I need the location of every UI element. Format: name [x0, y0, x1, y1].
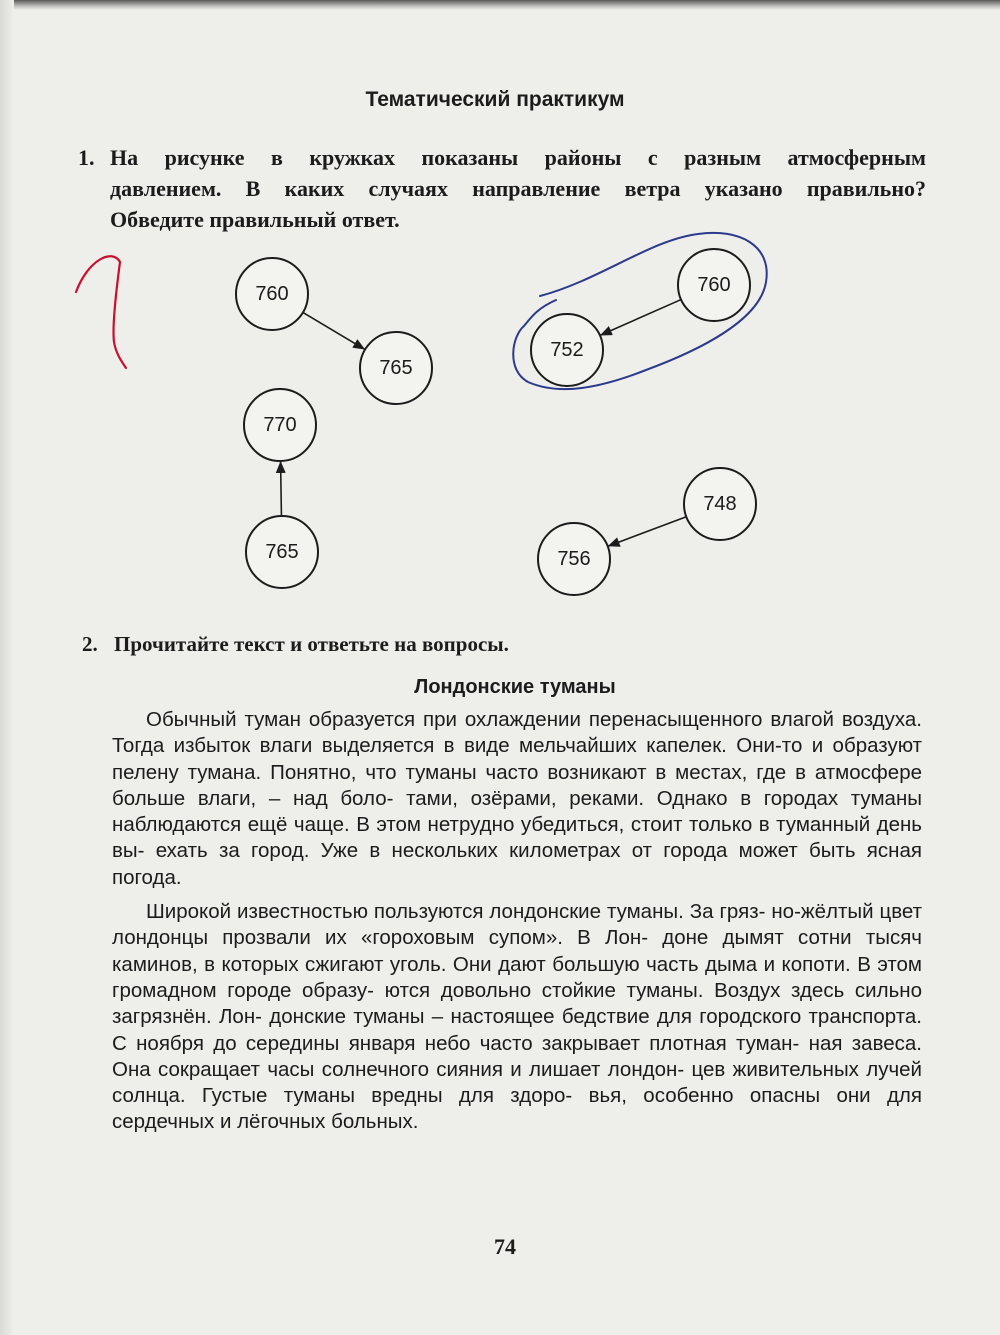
pressure-node-label: 752: [550, 339, 584, 361]
pressure-node-c2: [246, 516, 318, 588]
text-line: ются довольно стойкие туманы. Воздух здесь сильно загрязнён. Лон-: [112, 978, 922, 1029]
text-line: С ноября до середины января небо часто закрывает плотная туман-: [112, 1031, 800, 1055]
text-line: Широкой известностью пользуются лондонские туманы. За гряз-: [146, 900, 766, 924]
page-number: 74: [494, 1234, 516, 1259]
text-line: Обычный туман образуется при охлаждении перенасыщенного: [146, 708, 763, 731]
pressure-node-b2: [531, 314, 603, 386]
reading-body: [112, 707, 922, 1136]
teacher-red-mark: [76, 256, 126, 368]
text-line: ная завеса. Она сокращает часы солнечного сияния и лишает лондон-: [112, 1031, 922, 1081]
wind-arrow-b1-to-b2: [601, 300, 681, 335]
section-title: Тематический практикум: [365, 88, 625, 111]
text-line: дают большую часть дыма и копоти. В этом громадном городе образу-: [112, 952, 922, 1002]
pressure-diagram: [0, 230, 1000, 620]
pressure-node-label: 770: [263, 414, 297, 436]
text-line: чаще. В этом нетрудно убедиться, стоит только в туманный день вы-: [112, 813, 922, 863]
text-line: вья, особенно опасны они для сердечных и лёгочных больных.: [112, 1084, 922, 1134]
pressure-node-a1: [236, 258, 308, 330]
pressure-node-label: 760: [255, 283, 289, 305]
pressure-node-label: 765: [265, 541, 299, 563]
pressure-node-label: 756: [557, 548, 591, 570]
task1-line: На рисунке в кружках показаны районы с разным атмосферным: [110, 145, 926, 170]
pressure-node-b1: [678, 249, 750, 321]
task1-question: [78, 142, 926, 235]
text-line: капелек. Они-то и образуют пелену тумана. Понятно, что туманы: [112, 734, 923, 784]
page-left-shade: [0, 0, 14, 1335]
wind-arrow-a1-to-a2: [303, 312, 364, 349]
text-line: ясная погода.: [112, 839, 922, 889]
page-top-edge: [0, 0, 1000, 10]
text-line: донские туманы – настоящее бедствие для городского транспорта.: [269, 1005, 923, 1029]
task1-line: давлением. В каких случаях направление ветра указано правильно?: [110, 176, 926, 201]
text-line: влагой воздуха. Тогда избыток влаги выделяется в виде мельчайших: [112, 708, 923, 758]
text-line: ехать за город. Уже в нескольких километрах от города может быть: [155, 839, 856, 863]
pressure-node-d1: [684, 468, 756, 540]
task2-instruction: Прочитайте текст и ответьте на вопросы.: [114, 632, 509, 656]
pressure-node-d2: [538, 523, 610, 595]
text-line: но-жёлтый цвет лондонцы прозвали их «гороховым супом». В Лон-: [112, 900, 922, 950]
task1-line: Обведите правильный ответ.: [110, 207, 400, 232]
pressure-node-c1: [244, 389, 316, 461]
reading-paragraph-2: [112, 899, 922, 1136]
task2-number: 2.: [82, 632, 98, 656]
task1-number: 1.: [78, 145, 95, 170]
text-line: тами, озёрами, реками. Однако в городах туманы наблюдаются ещё: [112, 786, 922, 837]
text-line: цев живительных лучей солнца. Густые туманы вредны для здоро-: [112, 1057, 922, 1108]
pressure-node-label: 748: [703, 493, 737, 515]
pressure-node-label: 760: [697, 274, 731, 296]
pressure-node-label: 765: [379, 357, 413, 379]
text-line: доне дымят сотни тысяч каминов, в которых сжигают уголь. Они: [112, 926, 922, 976]
text-line: часто возникают в местах, где в атмосфере больше влаги, – над боло-: [112, 760, 922, 810]
reading-title: Лондонские туманы: [414, 676, 616, 698]
task2-question: [82, 632, 922, 657]
wind-arrow-c2-to-c1: [281, 462, 282, 516]
reading-paragraph-1: [112, 707, 922, 891]
pressure-node-a2: [360, 332, 432, 404]
task1-text: [110, 142, 926, 235]
wind-arrow-d1-to-d2: [609, 517, 687, 546]
arrows-layer: [281, 300, 687, 546]
